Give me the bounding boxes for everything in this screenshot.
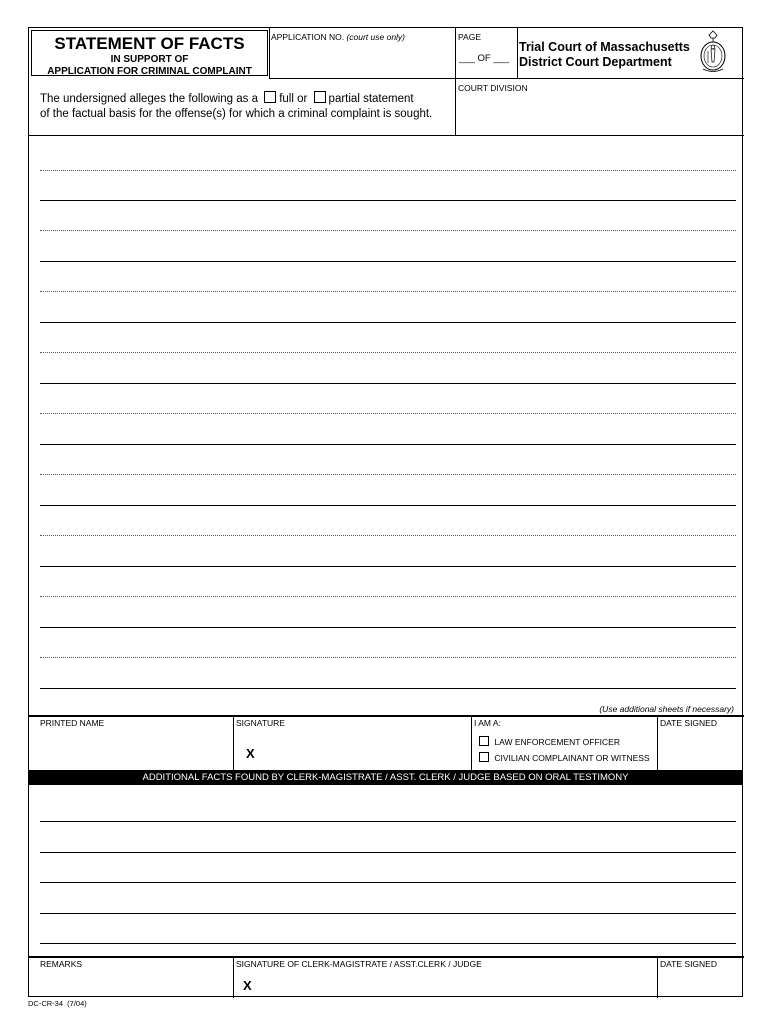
writing-line[interactable] <box>40 261 736 262</box>
signature-x-mark: X <box>246 746 255 761</box>
divider <box>517 28 518 78</box>
writing-line[interactable] <box>40 230 736 231</box>
writing-line[interactable] <box>40 657 736 658</box>
additional-sheets-note: (Use additional sheets if necessary) <box>599 704 734 714</box>
writing-line[interactable] <box>40 291 736 292</box>
application-no-field[interactable] <box>273 42 451 74</box>
clerk-date-signed-field[interactable] <box>660 970 740 995</box>
writing-line[interactable] <box>40 535 736 536</box>
date-signed-label: DATE SIGNED <box>660 718 717 728</box>
divider <box>233 956 234 998</box>
additional-facts-line[interactable] <box>40 913 736 914</box>
divider <box>29 956 744 958</box>
writing-line[interactable] <box>40 444 736 445</box>
writing-line[interactable] <box>40 474 736 475</box>
clerk-signature-label: SIGNATURE OF CLERK-MAGISTRATE / ASST.CLERK / JUDGE <box>236 959 482 969</box>
civilian-option[interactable]: CIVILIAN COMPLAINANT OR WITNESS <box>479 752 650 764</box>
writing-line[interactable] <box>40 627 736 628</box>
form-title-box <box>31 30 268 76</box>
signature-label: SIGNATURE <box>236 718 285 728</box>
civilian-checkbox[interactable] <box>479 752 489 762</box>
divider <box>269 28 270 78</box>
form-subtitle-line1: IN SUPPORT OF <box>110 54 189 65</box>
clerk-date-signed-label: DATE SIGNED <box>660 959 717 969</box>
writing-line[interactable] <box>40 322 736 323</box>
printed-name-field[interactable] <box>40 729 230 767</box>
writing-line[interactable] <box>40 383 736 384</box>
page-label: PAGE <box>458 32 481 42</box>
additional-facts-header: ADDITIONAL FACTS FOUND BY CLERK-MAGISTRATE / ASST. CLERK / JUDGE BASED ON ORAL TESTIMONY <box>29 770 742 785</box>
law-enforcement-checkbox[interactable] <box>479 736 489 746</box>
writing-line[interactable] <box>40 505 736 506</box>
court-name-line1: Trial Court of Massachusetts <box>519 40 690 54</box>
partial-statement-checkbox[interactable] <box>314 91 326 103</box>
printed-name-label: PRINTED NAME <box>40 718 105 728</box>
writing-line[interactable] <box>40 170 736 171</box>
date-signed-field[interactable] <box>660 729 740 767</box>
divider <box>471 715 472 770</box>
divider <box>29 135 744 136</box>
full-statement-checkbox[interactable] <box>264 91 276 103</box>
additional-facts-line[interactable] <box>40 821 736 822</box>
clerk-signature-x-mark: X <box>243 978 252 993</box>
divider <box>233 715 234 770</box>
remarks-field[interactable] <box>40 970 230 995</box>
divider <box>269 78 744 79</box>
application-no-label: APPLICATION NO. (court use only) <box>271 32 406 42</box>
clerk-signature-field[interactable] <box>261 970 651 995</box>
divider <box>657 715 658 770</box>
additional-facts-line[interactable] <box>40 852 736 853</box>
law-enforcement-option[interactable]: LAW ENFORCEMENT OFFICER <box>479 736 620 748</box>
statement-line2: of the factual basis for the offense(s) for which a criminal complaint is sought. <box>40 108 433 120</box>
writing-line[interactable] <box>40 413 736 414</box>
remarks-label: REMARKS <box>40 959 83 969</box>
signature-field[interactable] <box>261 729 466 767</box>
divider <box>657 956 658 998</box>
writing-line[interactable] <box>40 688 736 689</box>
form-subtitle-line2: APPLICATION FOR CRIMINAL COMPLAINT <box>47 66 252 77</box>
court-division-label: COURT DIVISION <box>458 83 528 93</box>
writing-line[interactable] <box>40 352 736 353</box>
form-id: DC-CR-34 (7/04) <box>28 999 87 1008</box>
statement-line1: The undersigned alleges the following as a full or partial statement <box>40 93 414 105</box>
divider <box>455 28 456 135</box>
i-am-a-label: I AM A: <box>474 718 501 728</box>
writing-line[interactable] <box>40 596 736 597</box>
massachusetts-seal-icon <box>697 29 729 75</box>
statement-of-facts-form <box>28 27 743 997</box>
court-division-field[interactable] <box>459 94 739 132</box>
additional-facts-line[interactable] <box>40 943 736 944</box>
page-of-field[interactable]: ___ OF ___ <box>459 53 510 64</box>
court-name-line2: District Court Department <box>519 55 672 69</box>
form-title: STATEMENT OF FACTS <box>54 34 245 53</box>
divider <box>29 715 744 717</box>
additional-facts-line[interactable] <box>40 882 736 883</box>
writing-line[interactable] <box>40 566 736 567</box>
writing-line[interactable] <box>40 200 736 201</box>
